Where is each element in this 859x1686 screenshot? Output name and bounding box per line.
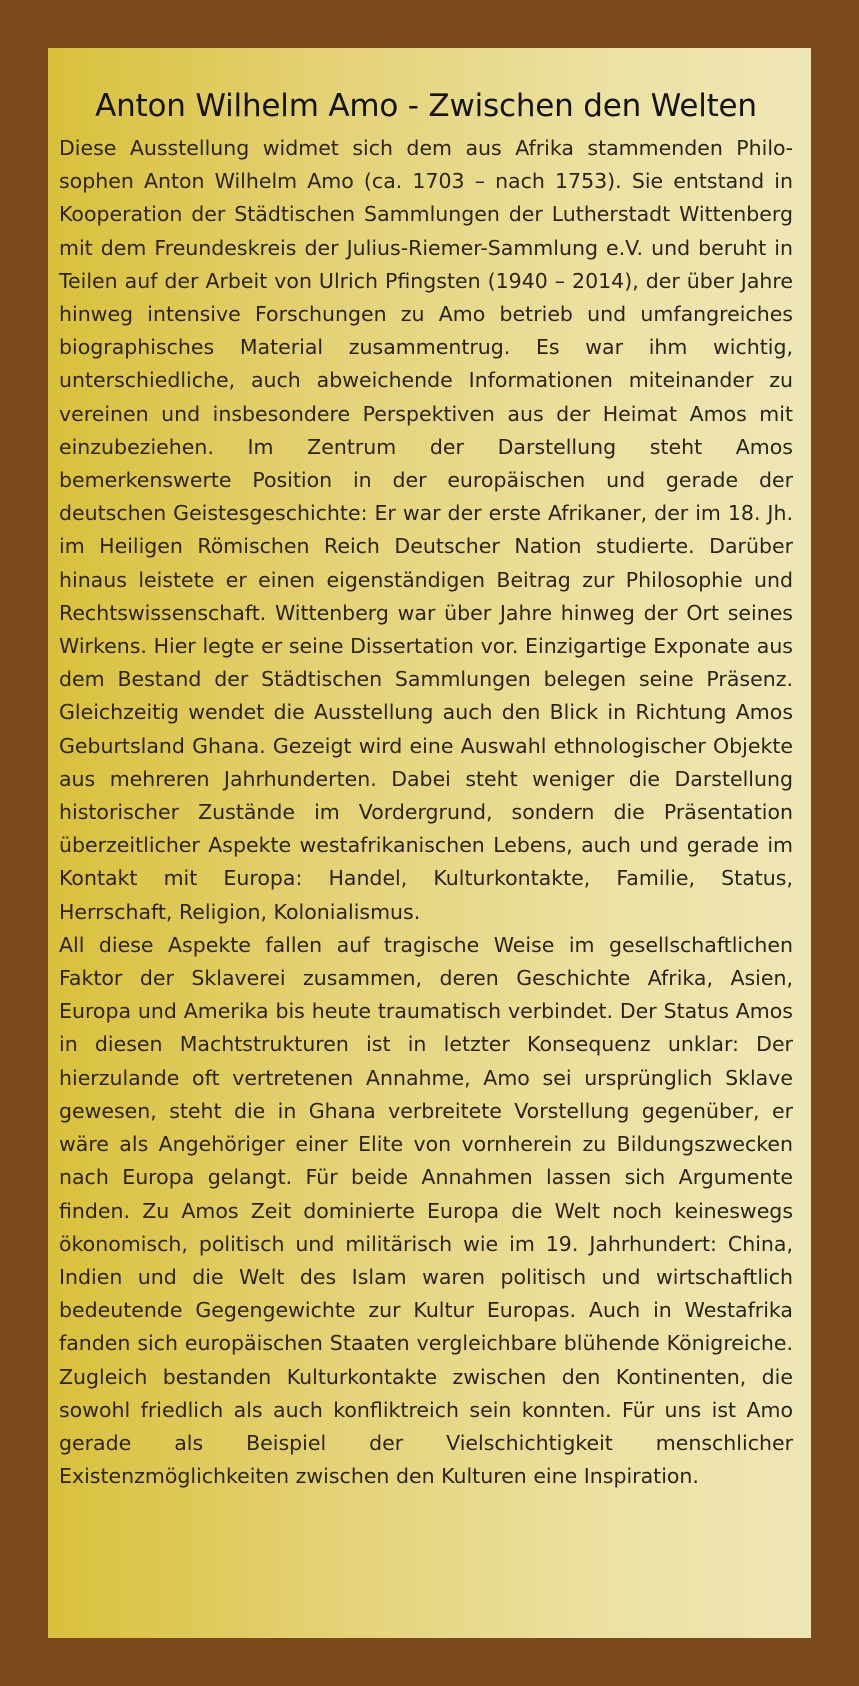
panel-title: Anton Wilhelm Amo - Zwischen den Welten <box>95 88 757 124</box>
text-panel <box>48 48 811 1638</box>
paragraph-intro: Diese Ausstellung widmet sich dem aus Afrika stammenden Philosophen Anton Wilhelm Amo (ca. 1703 – nach 1753). Sie entstand in Kooperation der Städtischen Sammlungen der Lutherstadt Wittenberg mit dem Freundeskreis der Julius-Riemer-Sammlung e.V. und beruht in Teilen auf der Arbeit von Ulrich Pfingsten (1940 – 2014), der über Jahre hinweg intensive Forschungen zu Amo betrieb und umfangreiches biographisches Material zusammentrug. Es war ihm wichtig, unterschiedliche, auch abweichende Informationen miteinander zu vereinen und insbesondere Perspektiven aus der Heimat Amos mit einzubeziehen. Im Zentrum der Darstellung steht Amos bemerkenswerte Position in der europäischen und gerade der deutschen Geistesgeschichte: Er war der erste Afrikaner, der im 18. Jh. im Heiligen Römischen Reich Deutscher Nation studierte. Darüber hinaus leistete er einen eigenständigen Beitrag zur Philosophie und Rechtswissenschaft. Wittenberg war über Jahre hinweg der Ort seines Wirkens. Hier legte er seine Dissertation vor. Einzigartige Exponate aus dem Bestand der Städtischen Sammlungen belegen seine Präsenz. Gleichzeitig wendet die Ausstellung auch den Blick in Richtung Amos Geburtsland Ghana. Gezeigt wird eine Auswahl ethnologischer Objekte aus mehreren Jahrhunderten. Dabei steht weniger die Darstellung historischer Zustände im Vordergrund, sondern die Präsentation überzeitlicher Aspekte westafrikanischen Lebens, auch und gerade im Kontakt mit Europa: Handel, Kulturkontakte, Familie, Status, Herrschaft, Religion, Kolonialismus. <box>59 136 793 924</box>
paragraph-slavery: All diese Aspekte fallen auf tragische Weise im gesellschaftlichen Faktor der Sklaverei zusammen, deren Geschichte Afrika, Asien, Europa und Amerika bis heute traumatisch verbindet. Der Status Amos in diesen Machtstrukturen ist in letzter Konsequenz unklar: Der hierzulande oft vertretenen Annahme, Amo sei ursprünglich Sklave gewesen, steht die in Ghana verbreitete Vorstellung gegenüber, er wäre als Angehöriger einer Elite von vornherein zu Bildungszwecken nach Europa gelangt. Für beide Annahmen lassen sich Argumente finden. Zu Amos Zeit dominierte Europa die Welt noch keineswegs ökonomisch, politisch und militärisch wie im 19. Jahrhundert: China, Indien und die Welt des Islam waren politisch und wirtschaftlich bedeutende Gegengewichte zur Kultur Europas. Auch in Westafrika fanden sich europäischen Staaten vergleichbare blühende Königreiche. Zugleich bestanden Kulturkontakte zwischen den Kontinenten, die sowohl friedlich als auch konfliktreich sein konnten. Für uns ist Amo gerade als Beispiel der Vielschichtigkeit menschlicher Existenzmöglichkeiten zwischen den Kulturen eine Inspiration. <box>59 932 793 1489</box>
